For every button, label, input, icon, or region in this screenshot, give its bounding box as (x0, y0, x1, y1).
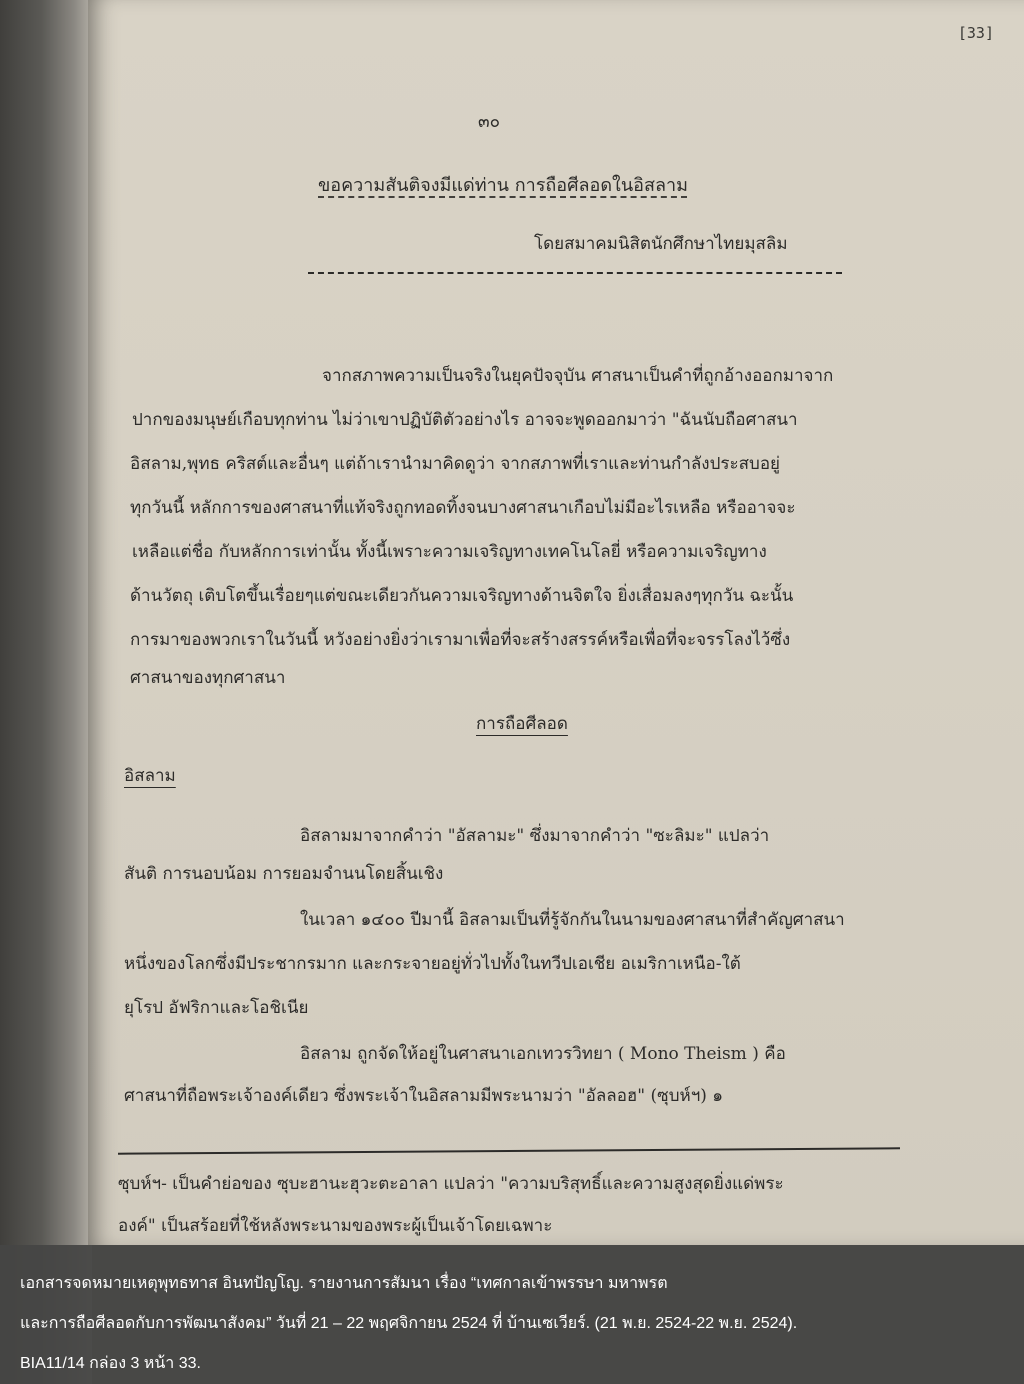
caption-line: เอกสารจดหมายเหตุพุทธทาส อินทปัญโญ. รายงานการสัมนา เรื่อง “เทศกาลเข้าพรรษา มหาพรต (20, 1275, 668, 1292)
islam-line: สันติ การนอบน้อม การยอมจำนนโดยสิ้นเชิง (124, 864, 444, 884)
intro-line: อิสลาม,พุทธ คริสต์และอื่นๆ แต่ถ้าเรานำมาคิดดูว่า จากสภาพที่เราและท่านกำลังประสบอยู่ (130, 454, 780, 474)
archive-caption (0, 1245, 1024, 1384)
document-heading: ขอความสันติจงมีแด่ท่าน การถือศีลอดในอิสลาม (318, 175, 688, 196)
subsection-title: อิสลาม (124, 766, 176, 786)
caption-line: BIA11/14 กล่อง 3 หน้า 33. (20, 1355, 201, 1372)
islam-line: ในเวลา ๑๔๐๐ ปีมานี้ อิสลามเป็นที่รู้จักกันในนามของศาสนาที่สำคัญศาสนา (300, 910, 845, 930)
caption-line: และการถือศีลอดกับการพัฒนาสังคม” วันที่ 21 – 22 พฤศจิกายน 2524 ที่ บ้านเซเวียร์. (21 พ.ย. 2524-22 พ.ย. 2524). (20, 1315, 798, 1332)
book-binding-shadow (0, 0, 92, 1384)
intro-line: ด้านวัตถุ เติบโตขึ้นเรื่อยๆแต่ขณะเดียวกันความเจริญทางด้านจิตใจ ยิ่งเสื่อมลงๆทุกวัน ฉะนั้น (130, 586, 794, 606)
islam-line: อิสลามมาจากคำว่า "อัสลามะ" ซึ่งมาจากคำว่า "ซะลิมะ" แปลว่า (300, 826, 770, 846)
intro-line: ทุกวันนี้ หลักการของศาสนาที่แท้จริงถูกทอดทิ้งจนบางศาสนาเกือบไม่มีอะไรเหลือ หรืออาจจะ (130, 498, 796, 518)
islam-line: ยุโรป อัฟริกาและโอชิเนีย (124, 998, 309, 1018)
intro-line: ศาสนาของทุกศาสนา (130, 668, 286, 688)
islam-line: หนึ่งของโลกซึ่งมีประชากรมาก และกระจายอยู่ทั่วไปทั้งในทวีปเอเชีย อเมริกาเหนือ-ใต้ (124, 954, 741, 974)
dashed-separator (308, 272, 842, 274)
islam-line: อิสลาม ถูกจัดให้อยู่ในศาสนาเอกเทวรวิทยา ( Mono Theism ) คือ (300, 1044, 786, 1064)
intro-line: จากสภาพความเป็นจริงในยุคปัจจุบัน ศาสนาเป็นคำที่ถูกอ้างออกมาจาก (322, 366, 834, 386)
page-number: ๓๐ (478, 112, 500, 132)
archive-page-reference: [33] (957, 24, 994, 42)
intro-line: การมาของพวกเราในวันนี้ หวังอย่างยิ่งว่าเรามาเพื่อที่จะสร้างสรรค์หรือเพื่อที่จะจรรโลงไว้ซึ่ง (130, 630, 791, 650)
footnote-line: ซุบห์ฯ- เป็นคำย่อของ ซุบะฮานะฮุวะตะอาลา แปลว่า "ความบริสุทธิ์และความสูงสุดยิ่งแด่พระ (118, 1174, 784, 1194)
section-title: การถือศีลอด (476, 714, 568, 734)
document-byline: โดยสมาคมนิสิตนักศึกษาไทยมุสลิม (534, 234, 788, 254)
intro-line: ปากของมนุษย์เกือบทุกท่าน ไม่ว่าเขาปฏิบัติตัวอย่างไร อาจจะพูดออกมาว่า "ฉันนับถือศาสนา (132, 410, 798, 430)
footnote-line: องค์" เป็นสร้อยที่ใช้หลังพระนามของพระผู้เป็นเจ้าโดยเฉพาะ (118, 1216, 553, 1236)
intro-line: เหลือแต่ชื่อ กับหลักการเท่านั้น ทั้งนี้เพราะความเจริญทางเทคโนโลยี่ หรือความเจริญทาง (132, 542, 767, 562)
islam-line: ศาสนาที่ถือพระเจ้าองค์เดียว ซึ่งพระเจ้าในอิสลามมีพระนามว่า "อัลลอฮ" (ซุบห์ฯ) ๑ (124, 1086, 724, 1106)
